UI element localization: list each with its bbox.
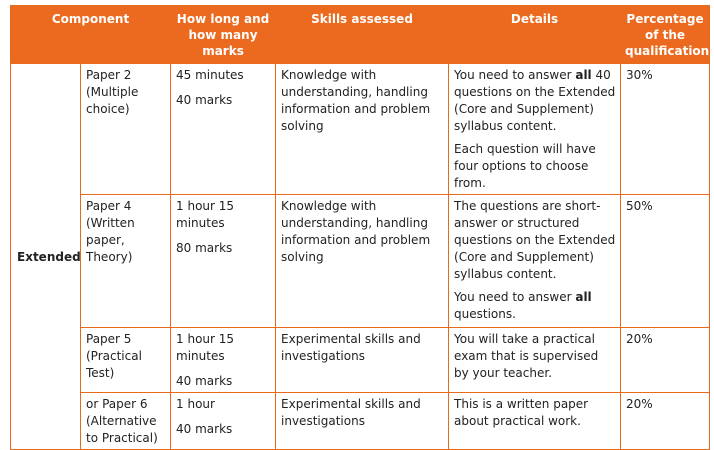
marks: 40 marks — [176, 374, 233, 388]
details-post: questions. — [454, 307, 516, 321]
header-details: Details — [449, 6, 621, 64]
assessment-table-container — [10, 5, 709, 450]
skills-cell: Experimental skills and investigations — [276, 328, 449, 393]
details-pre: You need to answer — [454, 290, 576, 304]
skills-cell: Knowledge with understanding, handling information and problem solving — [276, 195, 449, 328]
percentage-cell: 30% — [621, 64, 710, 195]
details-pre: You need to answer — [454, 68, 576, 82]
paper-cell: or Paper 6 (Alternative to Practical) — [81, 393, 171, 450]
header-duration-marks: How long and how many marks — [171, 6, 276, 64]
percentage-cell: 50% — [621, 195, 710, 328]
details-cell: You will take a practical exam that is supervised by your teacher. — [449, 328, 621, 393]
percentage-cell: 20% — [621, 393, 710, 450]
skills-cell: Knowledge with understanding, handling information and problem solving — [276, 64, 449, 195]
details-bold: all — [575, 68, 592, 82]
table-row — [11, 64, 710, 195]
component-extended: Extended — [11, 64, 81, 450]
duration: 45 minutes — [176, 68, 244, 82]
duration-marks-cell — [171, 328, 276, 393]
details-extra: Each question will have four options to choose from. — [454, 142, 596, 190]
percentage-cell: 20% — [621, 328, 710, 393]
marks: 80 marks — [176, 241, 233, 255]
details-cell — [449, 195, 621, 328]
details-cell — [449, 64, 621, 195]
table-header-row — [11, 6, 710, 64]
paper-cell: Paper 5 (Practical Test) — [81, 328, 171, 393]
duration: 1 hour — [176, 397, 215, 411]
skills-cell: Experimental skills and investigations — [276, 393, 449, 450]
marks: 40 marks — [176, 422, 233, 436]
header-skills: Skills assessed — [276, 6, 449, 64]
details-main: The questions are short-answer or structured questions on the Extended (Core and Supplement) syllabus content. — [454, 199, 616, 281]
details-bold: all — [575, 290, 592, 304]
duration: 1 hour 15 minutes — [176, 332, 235, 363]
duration-marks-cell — [171, 64, 276, 195]
assessment-table — [10, 5, 710, 450]
header-component: Component — [11, 6, 171, 64]
details-post: 40 questions on the Extended (Core and Supplement) syllabus content. — [454, 68, 616, 133]
table-row — [11, 195, 710, 328]
duration-marks-cell — [171, 195, 276, 328]
paper-cell: Paper 4 (Written paper, Theory) — [81, 195, 171, 328]
marks: 40 marks — [176, 93, 233, 107]
header-percentage: Percentage of the qualification — [621, 6, 710, 64]
paper-cell: Paper 2 (Multiple choice) — [81, 64, 171, 195]
details-cell: This is a written paper about practical work. — [449, 393, 621, 450]
table-row — [11, 328, 710, 393]
duration: 1 hour 15 minutes — [176, 199, 235, 230]
details-second — [454, 289, 616, 323]
